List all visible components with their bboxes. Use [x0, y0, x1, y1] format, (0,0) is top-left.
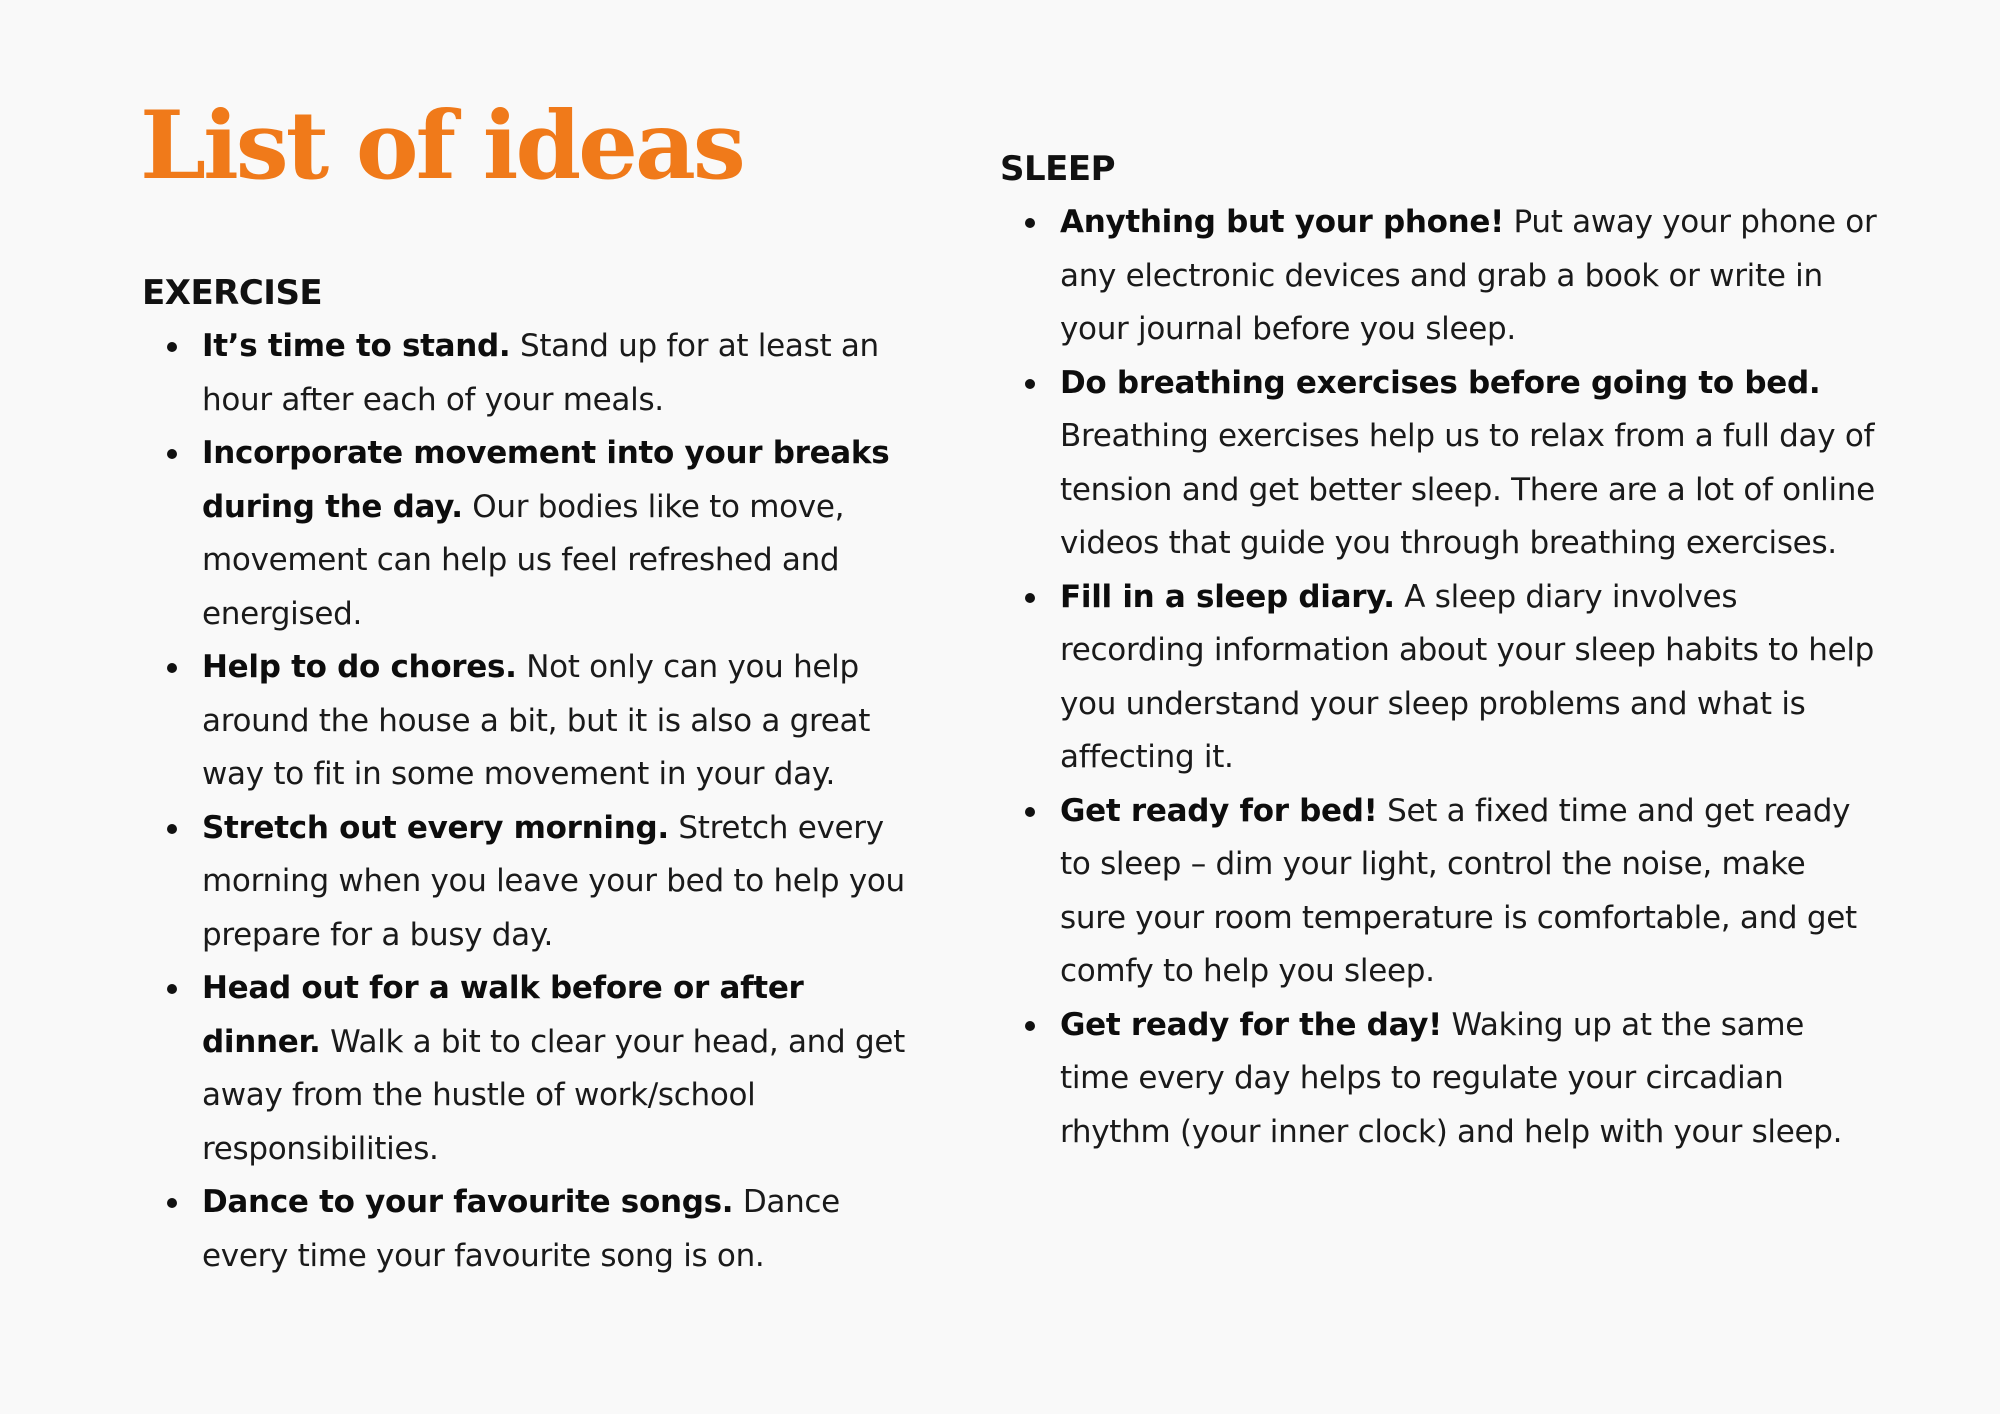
item-title: Head out for a walk before or after dinner. [202, 970, 804, 1060]
exercise-item-chores [142, 641, 932, 802]
sleep-item-diary [1000, 571, 1880, 785]
exercise-item-stretch [142, 802, 932, 963]
sleep-item-phone [1000, 196, 1880, 357]
item-title: Anything but your phone! [1060, 204, 1504, 240]
bullet-icon [167, 1198, 177, 1208]
exercise-item-walk [142, 962, 932, 1176]
exercise-item-movement-breaks [142, 427, 932, 641]
item-text: Our bodies like to move, movement can help us feel refreshed and energised. [202, 488, 845, 632]
exercise-heading: EXERCISE [142, 273, 323, 313]
sleep-list [1000, 196, 1880, 1159]
bullet-icon [1025, 593, 1035, 603]
item-text: Stand up for at least an hour after each of your meals. [202, 328, 879, 418]
sleep-heading: SLEEP [1000, 149, 1116, 189]
item-title: Get ready for the day! [1060, 1006, 1442, 1043]
item-text: Not only can you help around the house a bit, but it is also a great way to fit in some movement in your day. [202, 649, 871, 792]
exercise-section [142, 266, 932, 1283]
item-title: Get ready for bed! [1060, 792, 1378, 829]
item-text: A sleep diary involves recording information about your sleep habits to help you understand your sleep problems and what is affecting it. [1060, 578, 1875, 775]
exercise-list [142, 320, 932, 1283]
item-text: Put away your phone or any electronic devices and grab a book or write in your journal before you sleep. [1060, 204, 1877, 347]
item-title: Incorporate movement into your breaks during the day. [202, 435, 890, 525]
bullet-icon [1025, 218, 1035, 228]
item-text: Breathing exercises help us to relax from a full day of tension and get better sleep. There are a lot of online videos that guide you through breathing exercises. [1060, 418, 1875, 561]
item-title: Fill in a sleep diary. [1060, 578, 1395, 615]
item-title: Help to do chores. [202, 649, 517, 685]
bullet-icon [167, 824, 177, 834]
sleep-item-bedtime [1000, 785, 1880, 999]
bullet-icon [167, 342, 177, 352]
item-text: Set a fixed time and get ready to sleep – dim your light, control the noise, make sure your room temperature is comfortable, and get comfy to help you sleep. [1060, 792, 1857, 989]
item-text: Dance every time your favourite song is on. [202, 1184, 840, 1274]
item-text: Waking up at the same time every day helps to regulate your circadian rhythm (your inner clock) and help with your sleep. [1060, 1006, 1843, 1150]
bullet-icon [1025, 1021, 1035, 1031]
sleep-item-breathing [1000, 357, 1880, 571]
page-title: List of ideas [140, 91, 743, 201]
item-title: It’s time to stand. [202, 328, 511, 364]
bullet-icon [1025, 807, 1035, 817]
bullet-icon [1025, 379, 1035, 389]
bullet-icon [167, 663, 177, 673]
exercise-item-stand [142, 320, 932, 427]
sleep-item-wake [1000, 999, 1880, 1160]
item-title: Stretch out every morning. [202, 809, 669, 846]
item-title: Dance to your favourite songs. [202, 1184, 734, 1220]
item-text: Stretch every morning when you leave your bed to help you prepare for a busy day. [202, 809, 905, 953]
item-text: Walk a bit to clear your head, and get away from the hustle of work/school responsibilities. [202, 1023, 905, 1167]
item-title: Do breathing exercises before going to bed. [1060, 364, 1821, 401]
bullet-icon [167, 449, 177, 459]
sleep-section [1000, 142, 1880, 1159]
bullet-icon [167, 984, 177, 994]
exercise-item-dance [142, 1176, 932, 1283]
